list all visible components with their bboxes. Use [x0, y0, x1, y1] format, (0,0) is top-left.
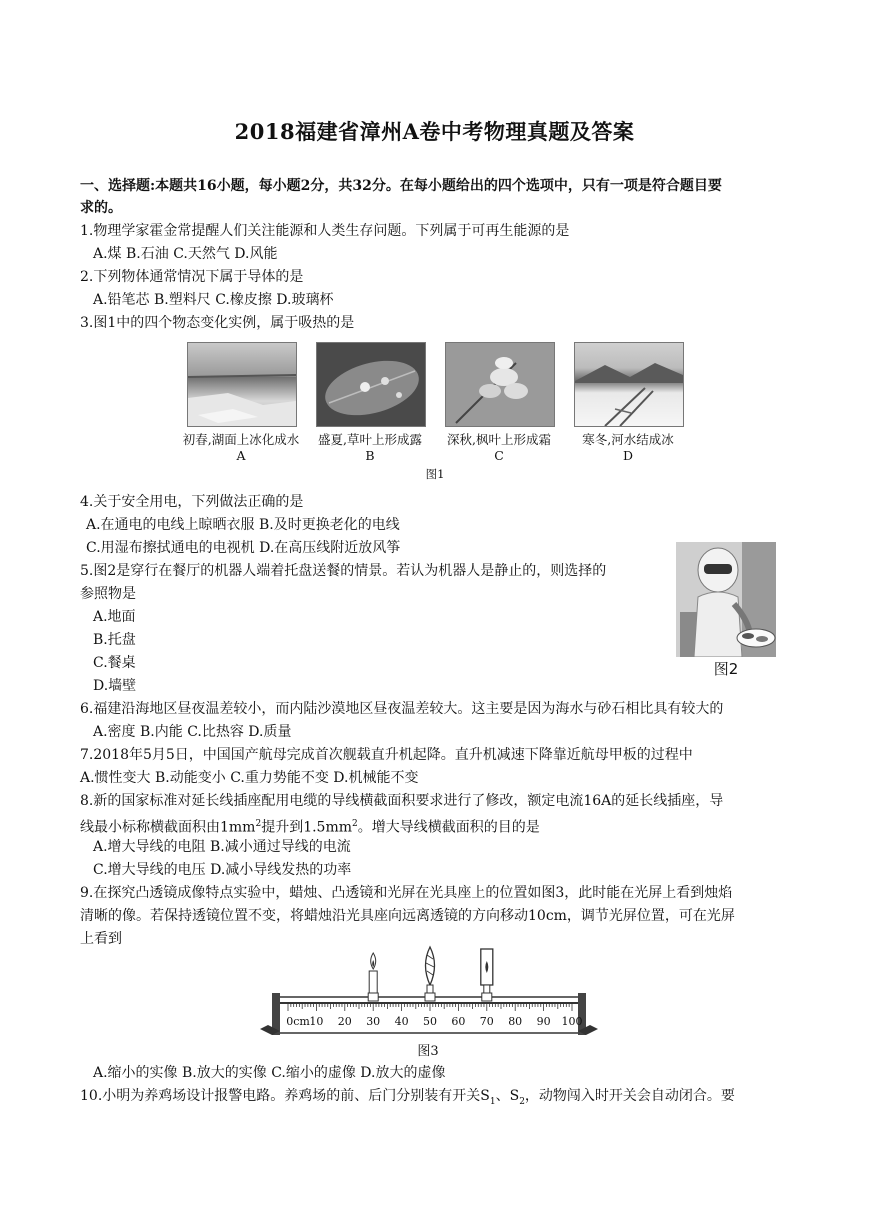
- question-4-stem: 4.关于安全用电，下列做法正确的是: [80, 494, 304, 510]
- frost-leaf-photo: [445, 342, 555, 427]
- robot-waiter-illustration: [676, 542, 776, 657]
- scale-label: 90: [536, 1015, 551, 1028]
- figure-1: [182, 340, 685, 485]
- figure-1-caption-c: 深秋,枫叶上形成霜: [447, 432, 551, 447]
- question-5-stem-cont: 参照物是: [80, 586, 136, 602]
- convex-lens: [425, 947, 435, 1001]
- figure-2: [676, 542, 776, 682]
- candle-holder: [368, 993, 378, 1001]
- lens-holder: [425, 993, 435, 1001]
- question-9-options: A.缩小的实像 B.放大的实像 C.缩小的虚像 D.放大的虚像: [93, 1065, 446, 1081]
- question-6-stem: 6.福建沿海地区昼夜温差较小，而内陆沙漠地区昼夜温差较大。这主要是因为海水与砂石相比具有较大的: [80, 701, 724, 717]
- question-5-option-d: D.墙壁: [93, 678, 137, 694]
- question-8-stem: 8.新的国家标准对延长线插座配用电缆的导线横截面积要求进行了修改，额定电流16A的延长线插座，导: [80, 793, 724, 809]
- question-4-options-1: A.在通电的电线上晾晒衣服 B.及时更换老化的电线: [86, 517, 400, 533]
- figure-3: [258, 945, 603, 1060]
- question-7-options: A.惯性变大 B.动能变小 C.重力势能不变 D.机械能不变: [80, 770, 419, 786]
- figure-1-letter-c: C: [494, 448, 504, 463]
- figure-3-label: 图3: [417, 1044, 439, 1059]
- screen-stem: [484, 985, 490, 993]
- question-9-stem: 9.在探究凸透镜成像特点实验中，蜡烛、凸透镜和光屏在光具座上的位置如图3，此时能在光屏上看到烛焰: [80, 885, 733, 901]
- question-10-text-c: ，动物闯入时开关会自动闭合。要: [524, 1088, 735, 1104]
- question-1-options: A.煤 B.石油 C.天然气 D.风能: [93, 246, 278, 262]
- question-5-option-a: A.地面: [93, 609, 136, 625]
- switch-subscript: 1: [489, 1096, 496, 1107]
- page-title: 2018福建省漳州A卷中考物理真题及答案: [234, 119, 635, 144]
- unit-superscript: 2: [255, 819, 262, 829]
- question-5-option-b: B.托盘: [93, 632, 136, 648]
- scale-label: 30: [366, 1015, 381, 1028]
- lens-shape: [426, 947, 435, 985]
- question-8-options-1: A.增大导线的电阻 B.减小通过导线的电流: [93, 839, 351, 855]
- figure-1-letter-a: A: [236, 448, 246, 463]
- figure-1-caption-b: 盛夏,草叶上形成露: [318, 432, 422, 447]
- question-10-stem: [80, 1086, 735, 1112]
- frozen-river-photo: [574, 342, 684, 427]
- figure-1-letter-d: D: [622, 448, 634, 463]
- melting-ice-photo: [187, 342, 297, 427]
- question-9-stem-cont: 清晰的像。若保持透镜位置不变，将蜡烛沿光具座向远离透镜的方向移动10cm，调节光屏位置，可在光屏: [80, 908, 735, 924]
- question-5-option-c: C.餐桌: [93, 655, 136, 671]
- figure-1-caption-d: 寒冬,河水结成冰: [582, 432, 674, 447]
- question-6-options: A.密度 B.内能 C.比热容 D.质量: [93, 724, 292, 740]
- question-8-options-2: C.增大导线的电压 D.减小导线发热的功率: [93, 862, 352, 878]
- question-3-stem: 3.图1中的四个物态变化实例，属于吸热的是: [80, 315, 355, 331]
- screen-holder: [482, 993, 492, 1001]
- question-5-stem: 5.图2是穿行在餐厅的机器人端着托盘送餐的情景。若认为机器人是静止的，则选择的: [80, 563, 607, 579]
- question-8-text-b: 提升到1.5mm: [261, 819, 353, 836]
- question-8-stem-cont: [80, 814, 540, 838]
- scale-label: 50: [423, 1015, 437, 1028]
- figure-1-caption-a: 初春,湖面上冰化成水: [182, 432, 300, 447]
- question-8-text-a: 线最小标称横截面积由1mm: [80, 819, 256, 836]
- scale-label: 100: [561, 1015, 583, 1028]
- question-2-stem: 2.下列物体通常情况下属于导体的是: [80, 269, 304, 285]
- scale-label: 20: [337, 1015, 352, 1028]
- optical-bench: [258, 945, 603, 1040]
- scale-label: 40: [394, 1015, 409, 1028]
- candle-body: [369, 971, 377, 993]
- candle: [368, 953, 378, 1001]
- scale-label: 60: [451, 1015, 466, 1028]
- figure-2-label: 图2: [713, 660, 739, 678]
- question-9-stem-end: 上看到: [80, 931, 122, 947]
- switch-subscript: 2: [519, 1096, 525, 1107]
- unit-superscript: 2: [352, 819, 358, 829]
- scale-label: 70: [479, 1015, 494, 1028]
- question-10-text-b: 、S: [495, 1088, 520, 1104]
- section-heading-cont: 求的。: [80, 200, 122, 216]
- question-2-options: A.铅笔芯 B.塑料尺 C.橡皮擦 D.玻璃杯: [93, 292, 334, 308]
- question-10-text-a: 10.小明为养鸡场设计报警电路。养鸡场的前、后门分别装有开关S: [80, 1088, 490, 1104]
- question-8-text-c: 。增大导线横截面积的目的是: [357, 819, 540, 836]
- section-heading: 一、选择题:本题共16小题，每小题2分，共32分。在每小题给出的四个选项中，只有一项是符合题目要: [80, 178, 722, 194]
- question-7-stem: 7.2018年5月5日，中国国产航母完成首次舰载直升机起降。直升机减速下降靠近航母甲板的过程中: [80, 747, 693, 763]
- dew-leaf-photo: [316, 342, 426, 427]
- scale-label: 80: [508, 1015, 523, 1028]
- question-4-options-2: C.用湿布擦拭通电的电视机 D.在高压线附近放风筝: [86, 540, 401, 556]
- question-1-stem: 1.物理学家霍金常提醒人们关注能源和人类生存问题。下列属于可再生能源的是: [80, 223, 570, 239]
- light-screen: [481, 949, 493, 1001]
- scale-label: 10: [309, 1015, 324, 1028]
- figure-1-label: 图1: [425, 467, 445, 481]
- figure-1-letter-b: B: [365, 448, 375, 463]
- scale-label: 0cm: [286, 1015, 310, 1028]
- lens-stem: [427, 985, 433, 993]
